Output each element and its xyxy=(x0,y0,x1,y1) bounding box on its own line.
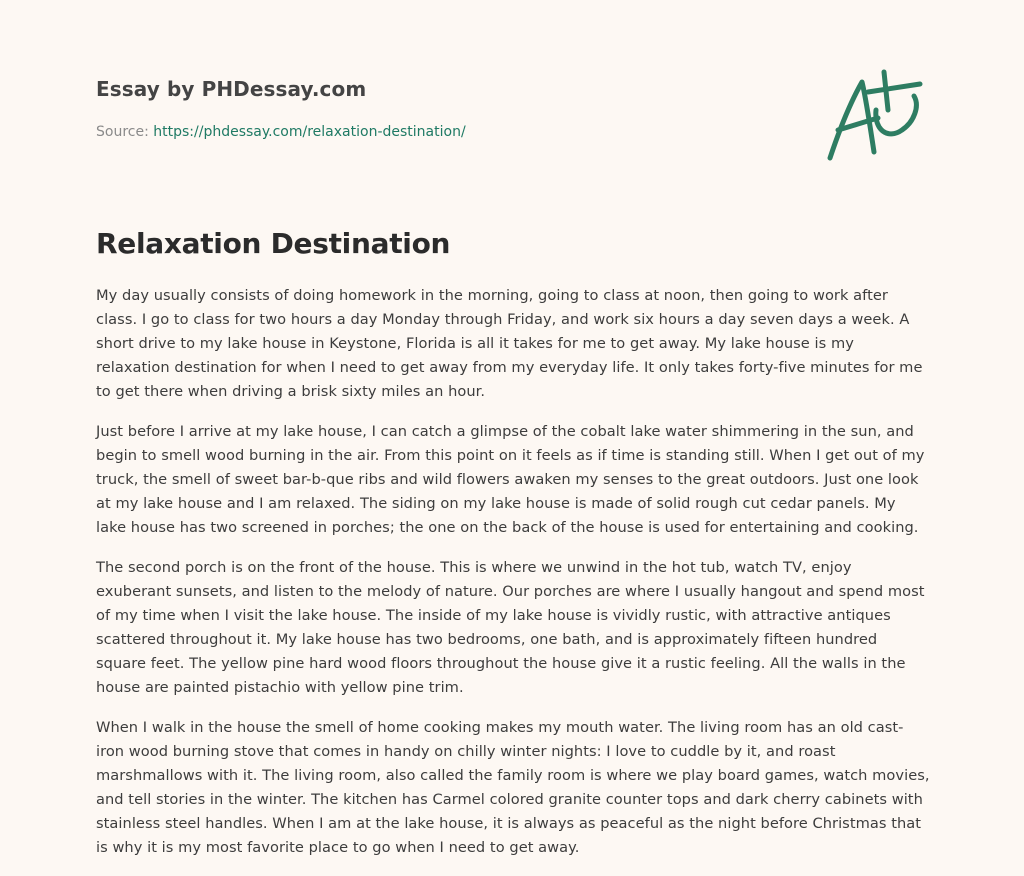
page-header xyxy=(96,74,796,142)
essay-paragraph: The second porch is on the front of the house. This is where we unwind in the hot tub, watch TV, enjoy exuberant sunsets, and listen to the melody of nature. Our porches are where I usually hangout and spend most of my time when I visit the lake house. The inside of my lake house is vividly rustic, with attractive antiques scattered throughout it. My lake house has two bedrooms, one bath, and is approximately fifteen hundred square feet. The yellow pine hard wood floors throughout the house give it a rustic feeling. All the walls in the house are painted pistachio with yellow pine trim. xyxy=(96,559,925,696)
essay-title: Relaxation Destination xyxy=(96,227,451,260)
essay-paragraph: Just before I arrive at my lake house, I can catch a glimpse of the cobalt lake water shimmering in the sun, and begin to smell wood burning in the air. From this point on it feels as if time is standing still. When I get out of my truck, the smell of sweet bar-b-que ribs and wild flowers awaken my senses to the great outdoors. Just one look at my lake house and I am relaxed. The siding on my lake house is made of solid rough cut cedar panels. My lake house has two screened in porches; the one on the back of the house is used for entertaining and cooking. xyxy=(96,423,925,536)
essay-paragraph: When I walk in the house the smell of home cooking makes my mouth water. The living room has an old cast-iron wood burning stove that comes in handy on chilly winter nights: I love to cuddle by it, and roast marshmallows with it. The living room, also called the family room is where we play board games, watch movies, and tell stories in the winter. The kitchen has Carmel colored granite counter tops and dark cherry cabinets with stainless steel handles. When I am at the lake house, it is always as peaceful as the night before Christmas that is why it is my most favorite place to go when I need to get away. xyxy=(96,719,930,856)
source-label: Source: xyxy=(96,124,149,140)
source-line xyxy=(96,122,796,142)
essay-paragraph: My day usually consists of doing homework in the morning, going to class at noon, then going to work after class. I go to class for two hours a day Monday through Friday, and work six hours a day seven days a week. A short drive to my lake house in Keystone, Florida is all it takes for me to get away. My lake house is my relaxation destination for when I need to get away from my everyday life. It only takes forty-five minutes for me to get there when driving a brisk sixty miles an hour. xyxy=(96,287,923,400)
a-plus-grade-icon xyxy=(824,68,928,164)
site-title: Essay by PHDessay.com xyxy=(96,77,367,101)
essay-body xyxy=(96,284,930,876)
source-link[interactable]: https://phdessay.com/relaxation-destination/ xyxy=(153,124,466,140)
